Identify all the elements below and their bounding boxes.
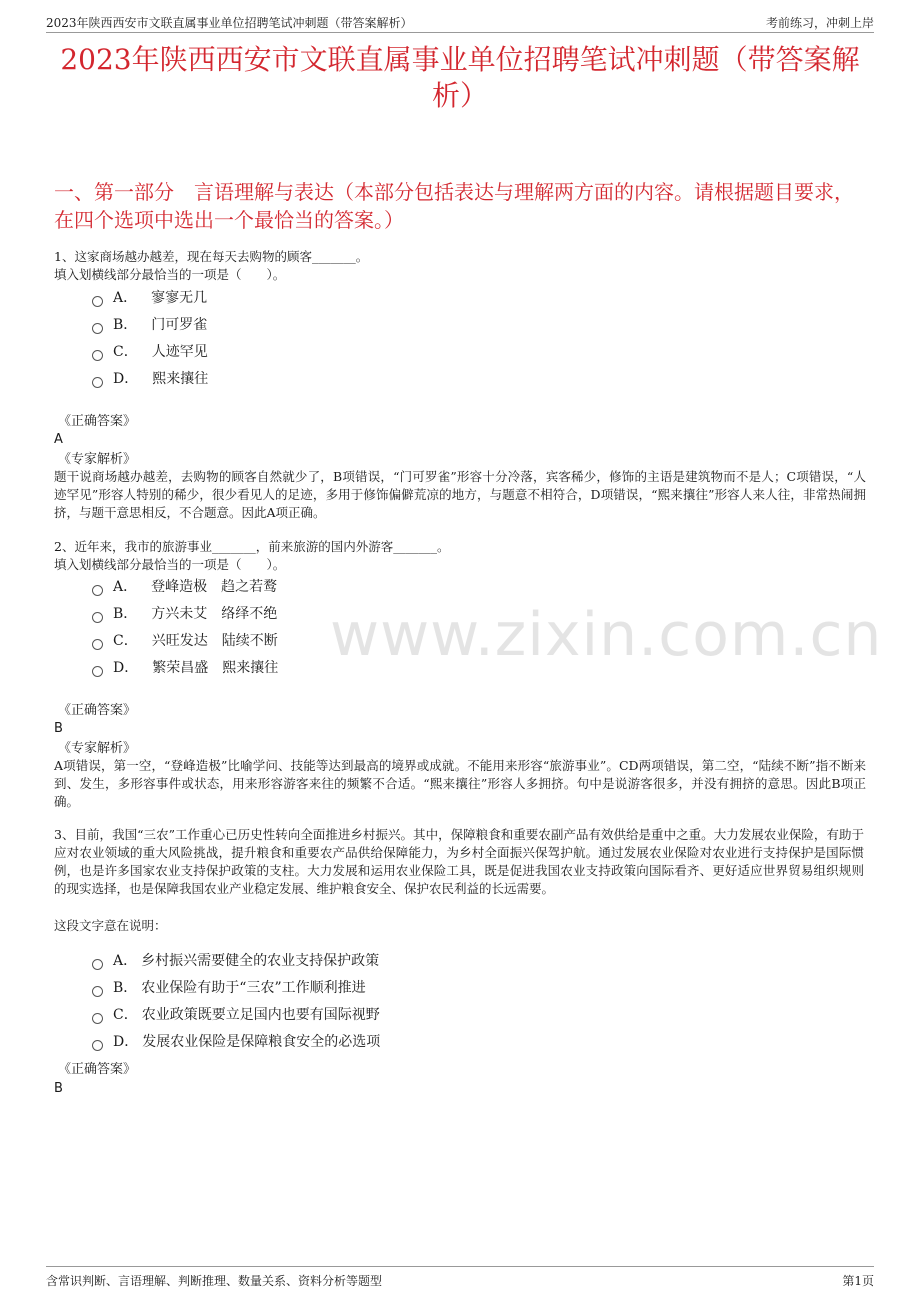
question-1-stem: 1、这家商场越办越差，现在每天去购物的顾客_______。 [54, 249, 369, 264]
question-2-answer-label: 《正确答案》 [58, 703, 137, 718]
radio-icon[interactable] [92, 612, 103, 623]
radio-icon[interactable] [92, 350, 103, 361]
radio-icon[interactable] [92, 986, 103, 997]
question-1-answer: A [54, 432, 63, 447]
option-text: 登峰造极 趋之若鹜 [151, 579, 278, 595]
option-letter: D． [113, 1034, 139, 1050]
question-2-analysis-label: 《专家解析》 [58, 741, 137, 756]
page-number: 第1页 [842, 1274, 874, 1288]
option-letter: C． [113, 1007, 138, 1023]
question-3-option-d[interactable] [92, 1032, 380, 1052]
question-3-answer: B [54, 1081, 63, 1096]
radio-icon[interactable] [92, 323, 103, 334]
radio-icon[interactable] [92, 585, 103, 596]
question-2-option-c[interactable] [92, 631, 278, 651]
question-1-option-a[interactable] [92, 288, 207, 308]
option-text: 发展农业保险是保障粮食安全的必选项 [142, 1034, 381, 1050]
question-3-stem: 3、目前，我国“三农”工作重心已历史性转向全面推进乡村振兴。其中，保障粮食和重要农副产品有效供给是重中之重。大力发展农业保险，有助于应对农业领域的重大风险挑战，提升粮食和重要农产品供给保障能力，为乡村全面振兴保驾护航。通过发展农业保险对农业进行支持保护是国际惯例，也是许多国家农业支持保护政策的支柱。大力发展和运用农业保险工具，既是促进我国农业支持政策向国际看齐、更好适应世界贸易组织规则的现实选择，也是保障我国农业产业稳定发展、维护粮食安全、保护农民利益的长远需要。 [54, 827, 864, 896]
radio-icon[interactable] [92, 1013, 103, 1024]
radio-icon[interactable] [92, 959, 103, 970]
question-2-answer: B [54, 721, 63, 736]
question-1-analysis-label: 《专家解析》 [58, 452, 137, 467]
question-2-prompt: 填入划横线部分最恰当的一项是（ ）。 [54, 557, 286, 572]
question-3-answer-label: 《正确答案》 [58, 1062, 137, 1077]
option-letter: B． [113, 606, 138, 622]
option-letter: D． [113, 371, 139, 387]
option-letter: C． [113, 344, 138, 360]
option-text: 寥寥无几 [151, 290, 208, 306]
radio-icon[interactable] [92, 639, 103, 650]
option-letter: C． [113, 633, 138, 649]
page-header [46, 12, 874, 33]
radio-icon[interactable] [92, 296, 103, 307]
option-letter: B． [113, 980, 138, 996]
option-letter: A． [113, 953, 138, 969]
option-letter: D． [113, 660, 139, 676]
question-1-analysis: 题干说商场越办越差，去购物的顾客自然就少了，B项错误，“门可罗雀”形容十分冷落，宾客稀少，修饰的主语是建筑物而不是人；C项错误，“人迹罕见”形容人特别的稀少，很少看见人的足迹，多用于修饰偏僻荒凉的地方，与题意不相符合，D项错误，“熙来攘往”形容人来人往，非常热闹拥挤，与题干意思相反，不合题意。因此A项正确。 [54, 469, 866, 520]
option-letter: A． [113, 290, 138, 306]
question-2-option-d[interactable] [92, 658, 278, 678]
watermark: www.zixin.com.cn [330, 600, 883, 670]
question-1-prompt: 填入划横线部分最恰当的一项是（ ）。 [54, 267, 286, 282]
footer-left-text: 含常识判断、言语理解、判断推理、数量关系、资料分析等题型 [46, 1274, 383, 1288]
option-letter: A． [113, 579, 138, 595]
header-left-text: 2023年陕西西安市文联直属事业单位招聘笔试冲刺题（带答案解析） [46, 16, 413, 30]
question-2-option-a[interactable] [92, 577, 277, 597]
page-footer [46, 1266, 874, 1289]
question-2-option-b[interactable] [92, 604, 277, 624]
header-right-text: 考前练习，冲刺上岸 [765, 16, 874, 30]
radio-icon[interactable] [92, 666, 103, 677]
option-text: 农业保险有助于“三农”工作顺利推进 [141, 980, 366, 996]
question-3-option-a[interactable] [92, 951, 379, 971]
option-text: 乡村振兴需要健全的农业支持保护政策 [141, 953, 380, 969]
option-text: 农业政策既要立足国内也要有国际视野 [141, 1007, 380, 1023]
document-title: 2023年陕西西安市文联直属事业单位招聘笔试冲刺题（带答案解析） [60, 43, 860, 112]
question-2-stem: 2、近年来，我市的旅游事业_______，前来旅游的国内外游客_______。 [54, 539, 450, 554]
option-text: 熙来攘往 [152, 371, 209, 387]
question-3-option-c[interactable] [92, 1005, 380, 1025]
radio-icon[interactable] [92, 1040, 103, 1051]
question-3-option-b[interactable] [92, 978, 366, 998]
option-text: 方兴未艾 络绎不绝 [151, 606, 278, 622]
option-text: 人迹罕见 [151, 344, 208, 360]
option-text: 兴旺发达 陆续不断 [151, 633, 278, 649]
question-2-analysis: A项错误，第一空，“登峰造极”比喻学问、技能等达到最高的境界或成就。不能用来形容“旅游事业”。CD两项错误，第二空，“陆续不断”指不断来到、发生，多形容事件或状态，用来形容游客来往的频繁不合适。“熙来攘往”形容人多拥挤。句中是说游客很多，并没有拥挤的意思。因此B项正确。 [54, 758, 866, 809]
question-3-prompt: 这段文字意在说明： [54, 918, 167, 933]
question-1-option-b[interactable] [92, 315, 207, 335]
question-1-option-d[interactable] [92, 369, 208, 389]
option-text: 繁荣昌盛 熙来攘往 [152, 660, 279, 676]
question-1-answer-label: 《正确答案》 [58, 414, 137, 429]
radio-icon[interactable] [92, 377, 103, 388]
option-letter: B． [113, 317, 138, 333]
section-title: 一、第一部分 言语理解与表达（本部分包括表达与理解两方面的内容。请根据题目要求，在四个选项中选出一个最恰当的答案。） [54, 180, 854, 232]
question-1-option-c[interactable] [92, 342, 208, 362]
option-text: 门可罗雀 [151, 317, 208, 333]
